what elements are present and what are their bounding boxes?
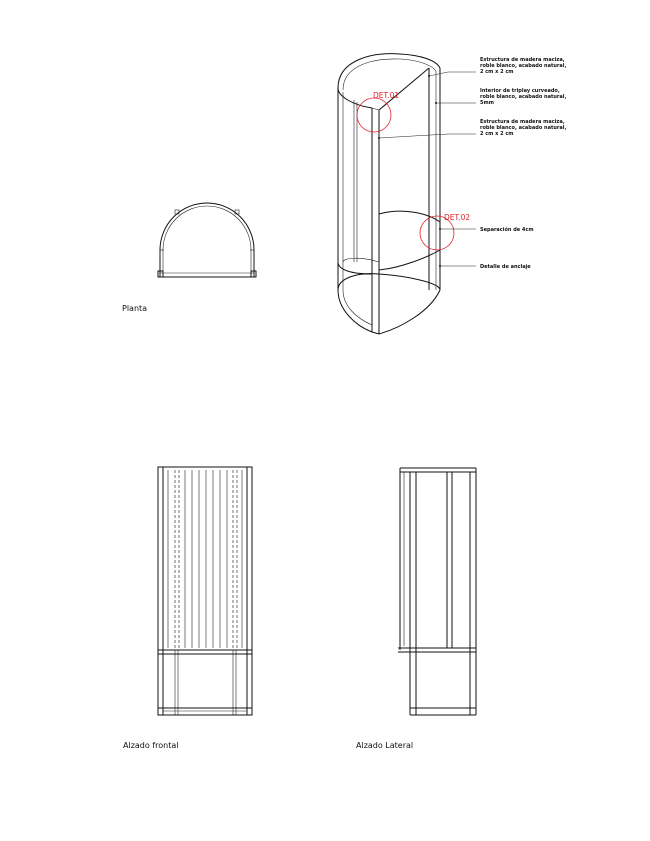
annotation-estructura-1: Estructura de madera maciza, roble blanco, acabado natural, 2 cm x 2 cm xyxy=(480,57,567,75)
detail-01-marker xyxy=(357,98,391,132)
front-elevation-caption: Alzado frontal xyxy=(123,741,179,750)
side-elevation xyxy=(398,468,476,715)
leader-lines xyxy=(378,72,476,267)
detail-01-label: DET.01 xyxy=(373,91,400,100)
front-elevation xyxy=(158,467,252,715)
side-elevation-caption: Alzado Lateral xyxy=(356,741,414,750)
plan-view xyxy=(158,203,256,277)
annotation-interior: Interior de triplay curveado, roble blanco, acabado natural, 5mm xyxy=(480,88,567,106)
annotation-separacion: Separación de 4cm xyxy=(480,227,534,233)
annotation-estructura-2: Estructura de madera maciza, roble blanco, acabado natural, 2 cm x 2 cm xyxy=(480,119,567,137)
annotation-anclaje: Detalle de anclaje xyxy=(480,264,531,270)
plan-caption: Planta xyxy=(122,304,148,313)
detail-02-label: DET.02 xyxy=(444,213,471,222)
